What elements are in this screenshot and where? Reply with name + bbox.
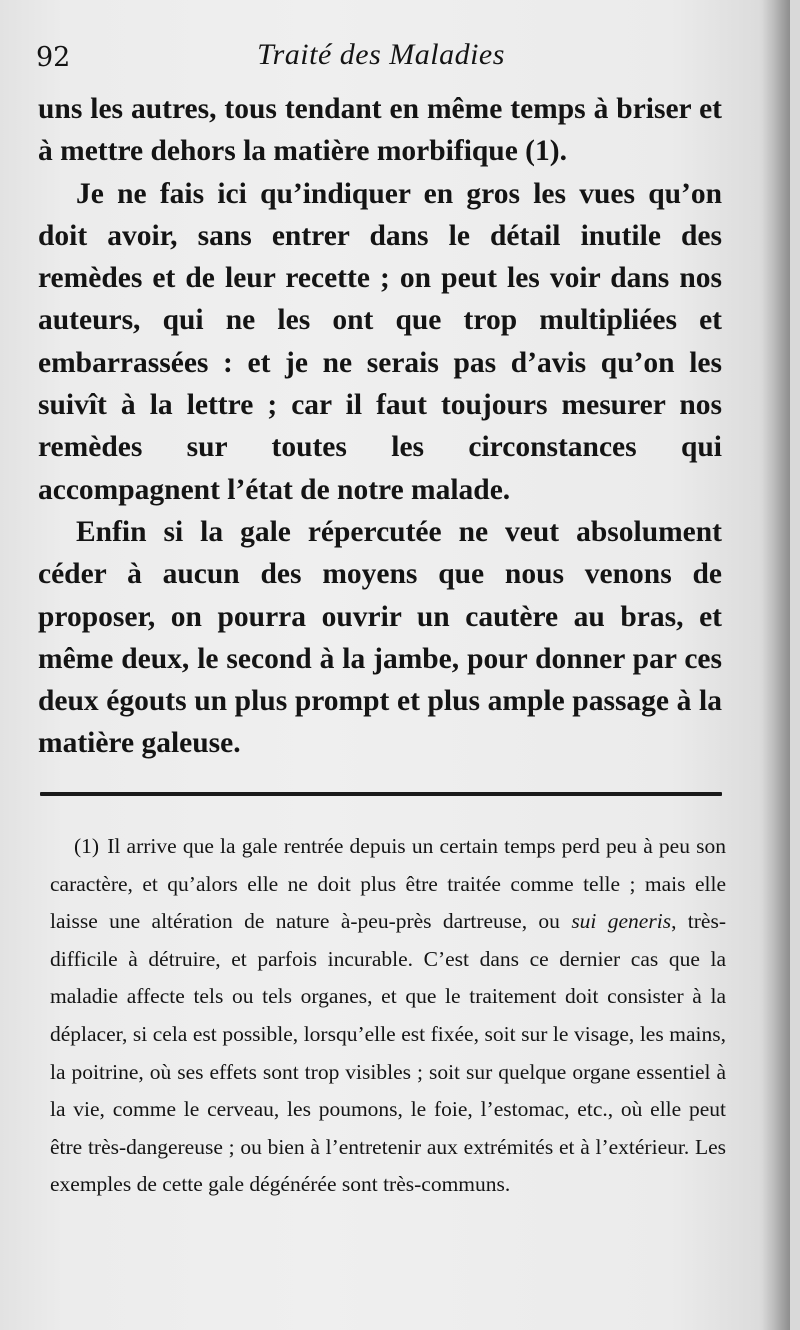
footnote-marker: (1) (74, 834, 100, 858)
paragraph: Je ne fais ici qu’indiquer en gros les vues qu’on doit avoir, sans entrer dans le détail inutile des remèdes et de leur recette ; on peut les voir dans nos auteurs, qui ne les ont que trop multipliées et embarrassées : et je ne serais pas d’avis qu’on les suivît à la lettre ; car il faut toujours mesurer nos remèdes sur toutes les circonstances qui accompagnent l’état de notre malade. (38, 177, 722, 506)
footnote-text: , très-difficile à détruire, et parfois incurable. C’est dans ce dernier cas que la maladie affecte tels ou tels organes, et que le traitement doit consister à la déplacer, si cela est possible, lorsqu’elle est fixée, soit sur le visage, les mains, la poitrine, où ses effets sont trop visibles ; soit sur quelque organe essentiel à la vie, comme le cerveau, les poumons, le foie, l’estomac, etc., où elle peut être très-dangereuse ; ou bien à l’entretenir aux extrémités et à l’extérieur. Les exemples de cette gale dégénérée sont très-communs. (50, 909, 727, 1197)
footnote-italic-term: sui generis (571, 909, 672, 934)
footnote-text: Il arrive que la gale rentrée depuis un certain temps perd peu à peu son caractère, et qu’alors elle ne doit plus être traitée comme telle ; mais elle laisse une altération de nature à-peu-près dartreuse, ou (50, 834, 726, 934)
paragraph-continued: uns les autres, tous tendant en même temps à briser et à mettre dehors la matière morbifique (1). (38, 93, 722, 168)
footnote-separator-rule (40, 792, 722, 796)
page-binding-shadow (762, 0, 790, 1330)
page-header (36, 38, 726, 82)
running-title: Traité des Maladies (257, 38, 505, 71)
main-text (38, 88, 722, 765)
paragraph: Enfin si la gale répercutée ne veut absolument céder à aucun des moyens que nous venons de proposer, on pourra ouvrir un cautère au bras, et même deux, le second à la jambe, pour donner par ces deux égouts un plus prompt et plus ample passage à la matière galeuse. (38, 515, 722, 760)
footnote-paragraph (50, 828, 726, 1204)
page-number: 92 (36, 42, 71, 73)
footnote (50, 828, 726, 1204)
